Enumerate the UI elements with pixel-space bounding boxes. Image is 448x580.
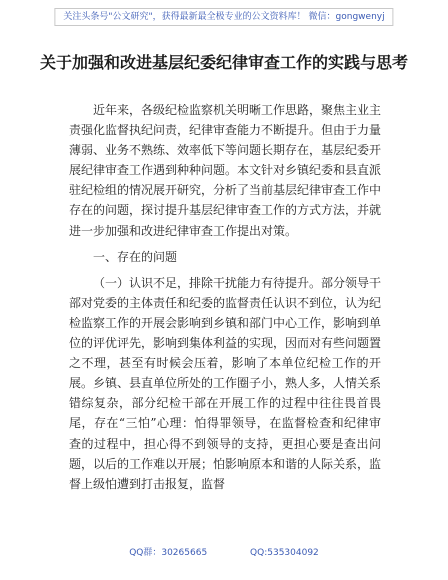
- qq-text: QQ:535304092: [250, 548, 319, 558]
- section-heading: 一、存在的问题: [93, 249, 178, 264]
- document-title: 关于加强和改进基层纪委纪律审查工作的实践与思考: [40, 53, 409, 72]
- intro-paragraph: 近年来，各级纪检监察机关明晰工作思路，聚焦主业主责强化监督执纪问责，纪律审查能力不断提升。但由于力量薄弱、业务不熟练、效率低下等问题长期存在，基层纪委开展纪律审查工作遇到种种问题。本文针对乡镇纪委和县直派驻纪检组的情况展开研究，分析了当前基层纪律审查工作中存在的问题，探讨提升基层纪律审查工作的方式方法，并就进一步加强和改进纪律审查工作提出对策。: [69, 103, 382, 238]
- promo-banner: 关注头条号"公文研究"，获得最新最全极专业的公文资料库！ 微信：gongwenyj: [54, 8, 393, 26]
- contact-footer: [0, 545, 448, 558]
- point-one-paragraph: （一）认识不足，排除干扰能力有待提升。部分领导干部对党委的主体责任和纪委的监督责任认识不到位，认为纪检监察工作的开展会影响到乡镇和部门中心工作，影响到单位的评优评先，影响到集体利益的实现，因而对有些问题置之不理，甚至有时候会压着，影响了本单位纪检工作的开展。乡镇、县直单位所处的工作圈子小，熟人多，人情关系错综复杂，部分纪检干部在开展工作的过程中往往畏首畏尾，存在“三怕”心理：怕得罪领导，在监督检查和纪律审查的过程中，担心得不到领导的支持，更担心要是查出问题，以后的工作难以开展；怕影响原本和谐的人际关系，监督上级怕遭到打击报复，监督: [69, 275, 382, 491]
- document-body: [69, 100, 381, 494]
- qq-group-text: QQ群：30265665: [129, 548, 208, 558]
